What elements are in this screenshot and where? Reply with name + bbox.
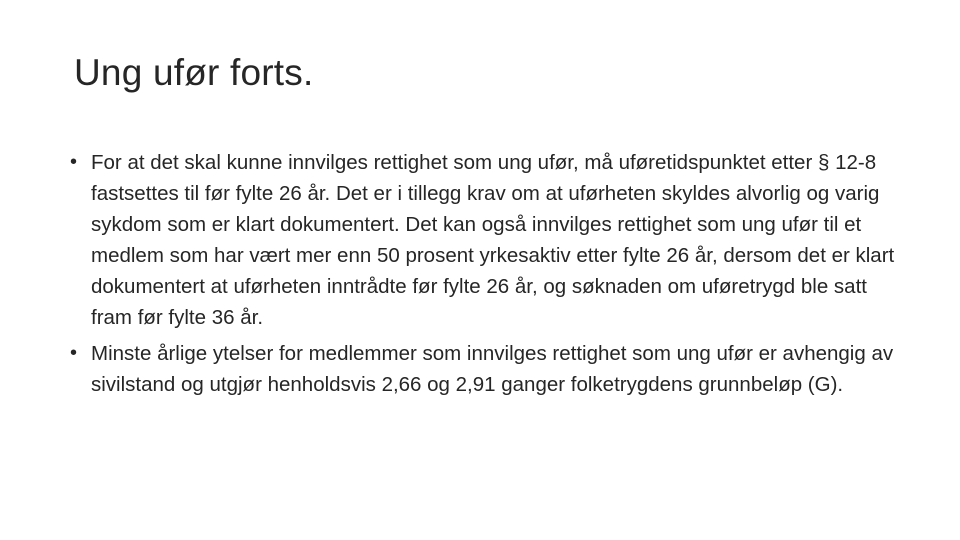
bullet-list xyxy=(70,147,900,405)
bullet-item xyxy=(70,147,900,333)
slide-title: Ung ufør forts. xyxy=(74,52,314,93)
bullet-marker: • xyxy=(70,342,78,364)
bullet-text: Minste årlige ytelser for medlemmer som innvilges rettighet som ung ufør er avhengig av sivilstand og utgjør henholdsvis 2,66 og 2,91 ganger folketrygdens grunnbeløp (G). xyxy=(91,342,894,396)
bullet-marker: • xyxy=(70,151,78,173)
bullet-item xyxy=(70,338,900,400)
bullet-text: For at det skal kunne innvilges rettighet som ung ufør, må uføretidspunktet etter § 12-8 fastsettes til før fylte 26 år. Det er i tillegg krav om at uførheten skyldes alvorlig og varig sykdom som er klart dokumentert. Det kan også innvilges rettighet som ung ufør til et medlem som har vært mer enn 50 prosent yrkesaktiv etter fylte 26 år, dersom det er klart dokumentert at uførheten inntrådte før fylte 26 år, og søknaden om uføretrygd ble satt fram før fylte 36 år. xyxy=(91,151,895,329)
